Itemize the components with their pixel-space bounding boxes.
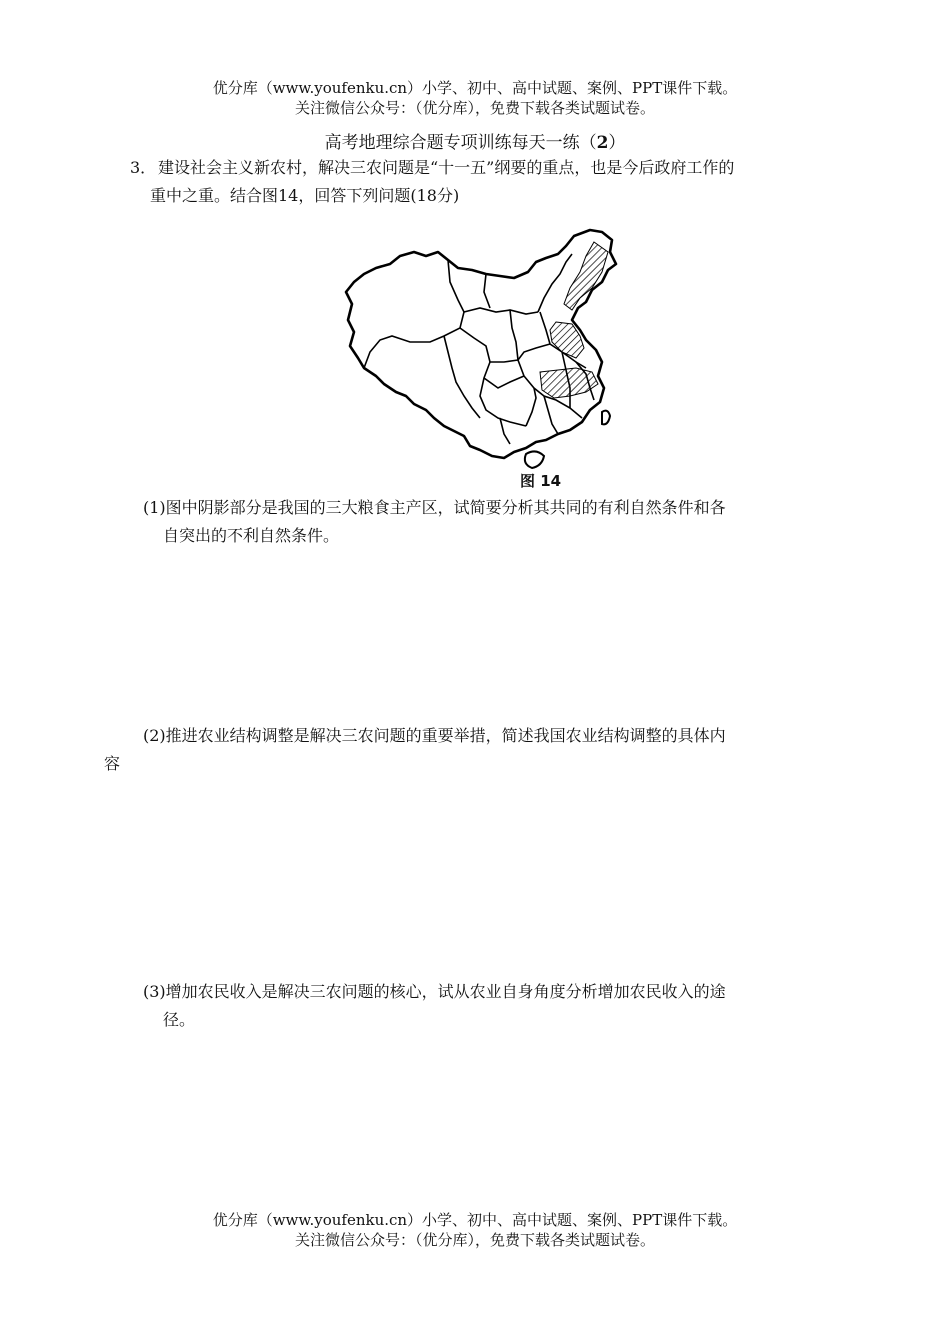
- question-line-2: 重中之重。结合图14，回答下列问题(18分): [150, 186, 460, 205]
- shaded-region-yangtze-plain: [540, 368, 598, 398]
- taiwan-island: [602, 411, 610, 425]
- question-line-1: 建设社会主义新农村，解决三农问题是“十一五”纲要的重点，也是今后政府工作的: [158, 158, 735, 177]
- title-end: ）: [608, 133, 626, 153]
- q3-line-2: 径。: [163, 1010, 196, 1029]
- footer-line-2: 关注微信公众号：（优分库），免费下载各类试题试卷。: [294, 1231, 655, 1249]
- header-line-1: 优分库（www.youfenku.cn）小学、初中、高中试题、案例、PPT课件下载。: [212, 79, 738, 97]
- header-line-2: 关注微信公众号：（优分库），免费下载各类试题试卷。: [294, 99, 655, 117]
- page-title: [0, 128, 950, 153]
- footer-line-1: 优分库（www.youfenku.cn）小学、初中、高中试题、案例、PPT课件下载。: [212, 1211, 738, 1229]
- q2-line-2: 容: [104, 754, 121, 773]
- title-main: 高考地理综合题专项训练每天一练（: [324, 133, 597, 153]
- figure-caption: 图 14: [520, 472, 562, 490]
- q2-line-1: (2)推进农业结构调整是解决三农问题的重要举措，简述我国农业结构调整的具体内: [143, 726, 726, 745]
- q1-line-1: (1)图中阴影部分是我国的三大粮食主产区，试简要分析其共同的有利自然条件和各: [143, 498, 726, 517]
- q1-line-2: 自突出的不利自然条件。: [163, 526, 340, 545]
- question-number: 3．: [130, 158, 157, 177]
- china-map-figure: [340, 212, 620, 492]
- hainan-island: [525, 451, 544, 468]
- title-number: 2: [596, 133, 609, 153]
- q3-line-1: (3)增加农民收入是解决三农问题的核心，试从农业自身角度分析增加农民收入的途: [143, 982, 726, 1001]
